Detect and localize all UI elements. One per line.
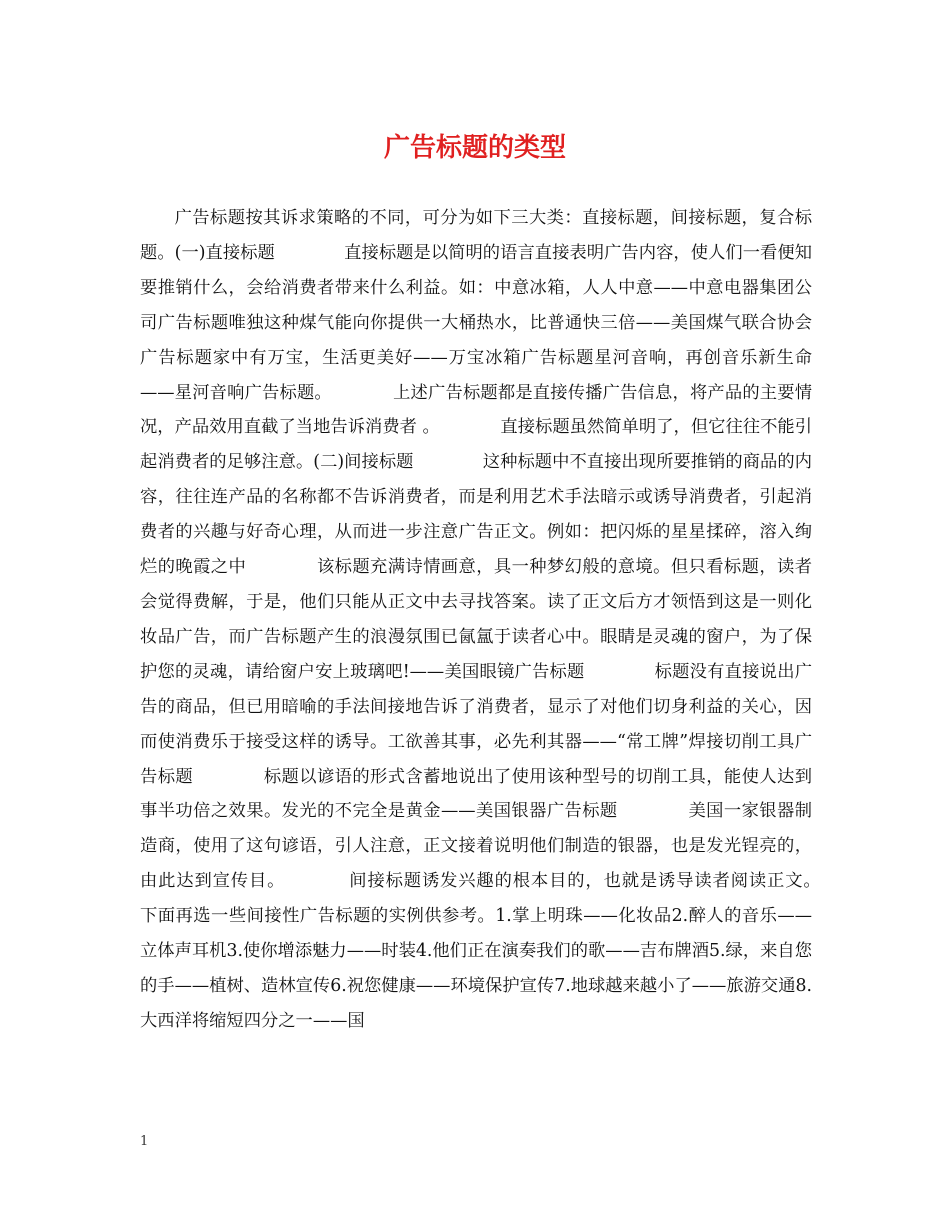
page-number: 1	[140, 1134, 149, 1149]
body-paragraph: 广告标题按其诉求策略的不同，可分为如下三大类：直接标题，间接标题，复合标题。(一)直接标题 直接标题是以简明的语言直接表明广告内容，使人们一看便知要推销什么，会给消费者带来什么利益。如：中意冰箱，人人中意——中意电器集团公司广告标题唯独这种煤气能向你提供一大桶热水，比普通快三倍——美国煤气联合协会广告标题家中有万宝，生活更美好——万宝冰箱广告标题星河音响，再创音乐新生命——星河音响广告标题。 上述广告标题都是直接传播广告信息，将产品的主要情况，产品效用直截了当地告诉消费者 。 直接标题虽然简单明了，但它往往不能引起消费者的足够注意。(二)间接标题 这种标题中不直接出现所要推销的商品的内容，往往连产品的名称都不告诉消费者，而是利用艺术手法暗示或诱导消费者，引起消费者的兴趣与好奇心理，从而进一步注意广告正文。例如：把闪烁的星星揉碎，溶入绚烂的晚霞之中 该标题充满诗情画意，具一种梦幻般的意境。但只看标题，读者会觉得费解，于是，他们只能从正文中去寻找答案。读了正文后方才领悟到这是一则化妆品广告，而广告标题产生的浪漫氛围已氤氲于读者心中。眼睛是灵魂的窗户，为了保护您的灵魂，请给窗户安上玻璃吧!——美国眼镜广告标题 标题没有直接说出广告的商品，但已用暗喻的手法间接地告诉了消费者，显示了对他们切身利益的关心，因而使消费乐于接受这样的诱导。工欲善其事，必先利其器——“常工牌”焊接切削工具广告标题 标题以谚语的形式含蓄地说出了使用该种型号的切削工具，能使人达到事半功倍之效果。发光的不完全是黄金——美国银器广告标题 美国一家银器制造商，使用了这句谚语，引人注意，正文接着说明他们制造的银器，也是发光锃亮的，由此达到宣传目。 间接标题诱发兴趣的根本目的，也就是诱导读者阅读正文。 下面再选一些间接性广告标题的实例供参考。1.掌上明珠——化妆品2.醉人的音乐——立体声耳机3.使你增添魅力——时装4.他们正在演奏我们的歌——吉布牌酒5.绿，来自您的手——植树、造林宣传6.祝您健康——环境保护宣传7.地球越来越小了——旅游交通8.大西洋将缩短四分之一——国	[140, 208, 882, 1031]
page-title: 广告标题的类型	[383, 133, 566, 163]
